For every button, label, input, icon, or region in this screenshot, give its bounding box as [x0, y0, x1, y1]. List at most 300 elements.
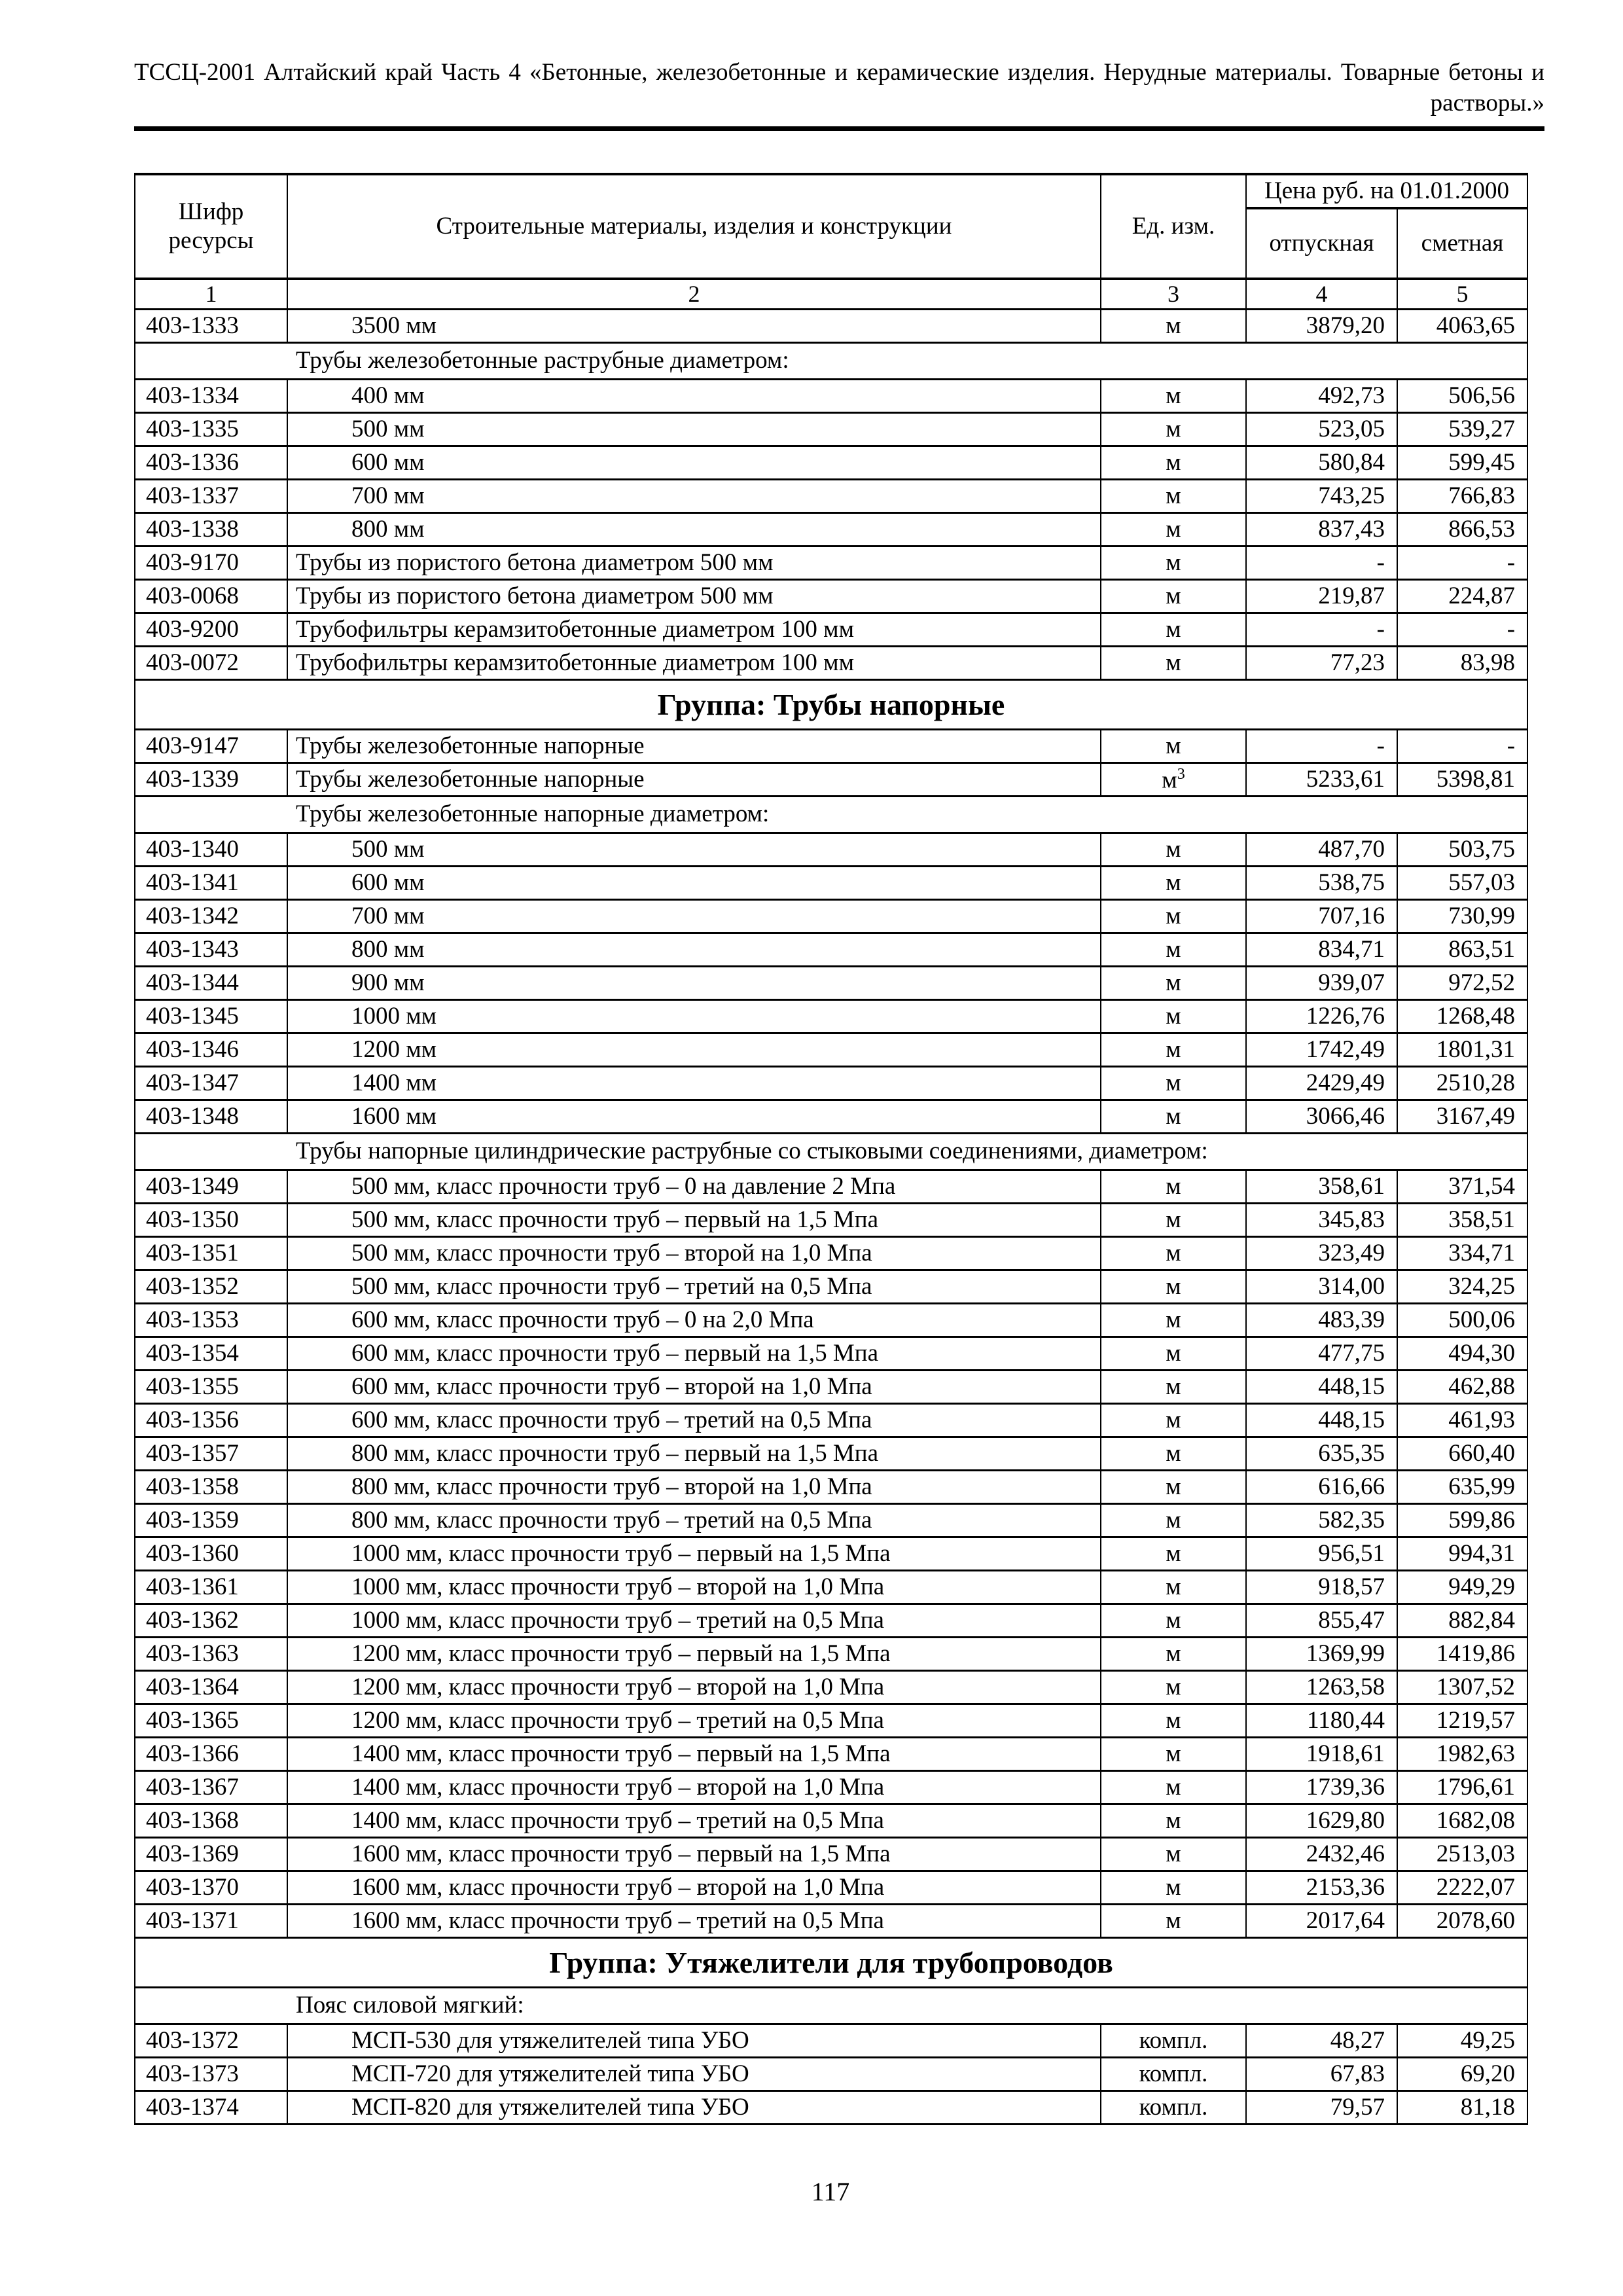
row-desc: 800 мм, класс прочности труб – первый на 1,5 Мпа — [287, 1437, 1101, 1471]
row-price-smeta: - — [1397, 547, 1527, 580]
row-unit: м — [1101, 310, 1246, 343]
row-price-otpusk: - — [1246, 613, 1397, 647]
numbering-cell-2: 2 — [287, 279, 1101, 310]
row-unit: м — [1101, 1337, 1246, 1371]
row-price-otpusk: 1369,99 — [1246, 1638, 1397, 1671]
row-code: 403-1346 — [135, 1033, 287, 1067]
row-price-smeta: 49,25 — [1397, 2024, 1527, 2058]
row-desc: Трубы из пористого бетона диаметром 500 мм — [287, 580, 1101, 613]
table-row — [135, 547, 1527, 580]
table-row — [135, 1537, 1527, 1571]
row-code: 403-9147 — [135, 730, 287, 763]
row-price-smeta: 994,31 — [1397, 1537, 1527, 1571]
table-row — [135, 1671, 1527, 1704]
page-number: 117 — [811, 2177, 850, 2207]
row-code: 403-1358 — [135, 1471, 287, 1504]
row-desc: 500 мм, класс прочности труб – 0 на давление 2 Мпа — [287, 1170, 1101, 1204]
row-price-smeta: 2078,60 — [1397, 1905, 1527, 1938]
page-header-line2: растворы.» — [1430, 89, 1544, 117]
row-code: 403-9200 — [135, 613, 287, 647]
row-code: 403-1339 — [135, 763, 287, 797]
section-header: Трубы железобетонные раструбные диаметром: — [135, 343, 1527, 380]
table-row — [135, 1404, 1527, 1437]
row-price-smeta: - — [1397, 613, 1527, 647]
row-price-smeta: 503,75 — [1397, 833, 1527, 867]
row-desc: Трубофильтры керамзитобетонные диаметром 100 мм — [287, 647, 1101, 680]
row-unit: м — [1101, 967, 1246, 1000]
row-price-smeta: 1682,08 — [1397, 1804, 1527, 1838]
row-price-otpusk: 492,73 — [1246, 380, 1397, 413]
row-desc: 1000 мм, класс прочности труб – второй на 1,0 Мпа — [287, 1571, 1101, 1604]
row-price-smeta: 4063,65 — [1397, 310, 1527, 343]
row-unit: м — [1101, 1237, 1246, 1270]
row-code: 403-1350 — [135, 1204, 287, 1237]
row-desc: 1400 мм — [287, 1067, 1101, 1100]
table-row — [135, 763, 1527, 797]
row-price-smeta: 334,71 — [1397, 1237, 1527, 1270]
row-price-smeta: 69,20 — [1397, 2058, 1527, 2091]
row-code: 403-1340 — [135, 833, 287, 867]
row-desc: 800 мм — [287, 933, 1101, 967]
row-desc: 1400 мм, класс прочности труб – второй на 1,0 Мпа — [287, 1771, 1101, 1804]
row-code: 403-1343 — [135, 933, 287, 967]
row-price-otpusk: 2429,49 — [1246, 1067, 1397, 1100]
row-desc: МСП-720 для утяжелителей типа УБО — [287, 2058, 1101, 2091]
row-desc: 1400 мм, класс прочности труб – первый на 1,5 Мпа — [287, 1738, 1101, 1771]
row-price-smeta: 81,18 — [1397, 2091, 1527, 2125]
row-code: 403-1353 — [135, 1304, 287, 1337]
table-row — [135, 413, 1527, 446]
numbering-cell-1: 1 — [135, 279, 287, 310]
row-price-otpusk: 523,05 — [1246, 413, 1397, 446]
row-code: 403-1335 — [135, 413, 287, 446]
table-row — [135, 1938, 1527, 1988]
row-code: 403-1364 — [135, 1671, 287, 1704]
row-code: 403-1352 — [135, 1270, 287, 1304]
row-price-otpusk: 79,57 — [1246, 2091, 1397, 2125]
row-price-smeta: 3167,49 — [1397, 1100, 1527, 1134]
row-price-otpusk: 1739,36 — [1246, 1771, 1397, 1804]
row-desc: 600 мм — [287, 446, 1101, 480]
row-unit: м — [1101, 1838, 1246, 1871]
row-desc: 500 мм — [287, 413, 1101, 446]
row-price-otpusk: 956,51 — [1246, 1537, 1397, 1571]
row-desc: 1400 мм, класс прочности труб – третий на 0,5 Мпа — [287, 1804, 1101, 1838]
row-price-otpusk: 582,35 — [1246, 1504, 1397, 1537]
row-unit: м — [1101, 900, 1246, 933]
page-header-line1: ТССЦ-2001 Алтайский край Часть 4 «Бетонные, железобетонные и керамические изделия. Нерудные материалы. Товарные бетоны и — [134, 59, 1544, 86]
row-price-smeta: 2513,03 — [1397, 1838, 1527, 1871]
numbering-cell-4: 4 — [1246, 279, 1397, 310]
row-price-otpusk: 837,43 — [1246, 513, 1397, 547]
table-row — [135, 1905, 1527, 1938]
table-row — [135, 900, 1527, 933]
table-row — [135, 1033, 1527, 1067]
group-header: Группа: Утяжелители для трубопроводов — [135, 1938, 1527, 1988]
row-price-otpusk: 477,75 — [1246, 1337, 1397, 1371]
row-desc: 500 мм — [287, 833, 1101, 867]
section-header: Пояс силовой мягкий: — [135, 1988, 1527, 2024]
row-price-smeta: 224,87 — [1397, 580, 1527, 613]
row-desc: Трубы железобетонные напорные — [287, 730, 1101, 763]
row-unit: м — [1101, 647, 1246, 680]
table-row — [135, 933, 1527, 967]
row-unit: м — [1101, 1704, 1246, 1738]
row-unit: м — [1101, 1404, 1246, 1437]
row-desc: МСП-530 для утяжелителей типа УБО — [287, 2024, 1101, 2058]
table-row — [135, 730, 1527, 763]
row-code: 403-1365 — [135, 1704, 287, 1738]
row-unit: компл. — [1101, 2024, 1246, 2058]
row-unit: м — [1101, 1571, 1246, 1604]
row-unit: компл. — [1101, 2058, 1246, 2091]
row-unit: м — [1101, 1270, 1246, 1304]
row-price-smeta: 461,93 — [1397, 1404, 1527, 1437]
row-price-smeta: 599,86 — [1397, 1504, 1527, 1537]
row-price-smeta: 1219,57 — [1397, 1704, 1527, 1738]
row-unit: м — [1101, 547, 1246, 580]
row-desc: 400 мм — [287, 380, 1101, 413]
row-price-smeta: 949,29 — [1397, 1571, 1527, 1604]
table-row — [135, 1000, 1527, 1033]
row-code: 403-1345 — [135, 1000, 287, 1033]
row-code: 403-1348 — [135, 1100, 287, 1134]
row-code: 403-1344 — [135, 967, 287, 1000]
row-price-otpusk: 77,23 — [1246, 647, 1397, 680]
row-price-otpusk: 448,15 — [1246, 1371, 1397, 1404]
row-price-otpusk: 3879,20 — [1246, 310, 1397, 343]
row-code: 403-1372 — [135, 2024, 287, 2058]
table-header — [135, 174, 1527, 310]
table-row — [135, 2024, 1527, 2058]
row-desc: 1200 мм, класс прочности труб – первый на 1,5 Мпа — [287, 1638, 1101, 1671]
row-price-otpusk: 1180,44 — [1246, 1704, 1397, 1738]
row-price-smeta: 506,56 — [1397, 380, 1527, 413]
table-row — [135, 1771, 1527, 1804]
row-desc: 1600 мм, класс прочности труб – второй на 1,0 Мпа — [287, 1871, 1101, 1905]
row-desc: 1200 мм, класс прочности труб – третий на 0,5 Мпа — [287, 1704, 1101, 1738]
row-code: 403-1366 — [135, 1738, 287, 1771]
row-unit: м — [1101, 1771, 1246, 1804]
row-desc: 1000 мм, класс прочности труб – третий на 0,5 Мпа — [287, 1604, 1101, 1638]
row-price-smeta: 5398,81 — [1397, 763, 1527, 797]
table-row — [135, 1337, 1527, 1371]
page-header — [134, 0, 1544, 118]
table-row — [135, 446, 1527, 480]
row-price-smeta: 371,54 — [1397, 1170, 1527, 1204]
row-desc: 900 мм — [287, 967, 1101, 1000]
row-unit: м — [1101, 480, 1246, 513]
row-price-otpusk: 939,07 — [1246, 967, 1397, 1000]
row-desc: 500 мм, класс прочности труб – первый на 1,5 Мпа — [287, 1204, 1101, 1237]
row-price-smeta: 882,84 — [1397, 1604, 1527, 1638]
row-unit: м — [1101, 413, 1246, 446]
section-header: Трубы железобетонные напорные диаметром: — [135, 797, 1527, 833]
row-price-smeta: 660,40 — [1397, 1437, 1527, 1471]
row-code: 403-0072 — [135, 647, 287, 680]
row-price-smeta: 1982,63 — [1397, 1738, 1527, 1771]
col-header-unit: Ед. изм. — [1101, 174, 1246, 279]
row-desc: 600 мм — [287, 867, 1101, 900]
row-desc: 1600 мм, класс прочности труб – третий на 0,5 Мпа — [287, 1905, 1101, 1938]
table-row — [135, 1871, 1527, 1905]
row-code: 403-1347 — [135, 1067, 287, 1100]
row-unit: м — [1101, 1604, 1246, 1638]
row-unit: м — [1101, 730, 1246, 763]
row-price-otpusk: 5233,61 — [1246, 763, 1397, 797]
table-row — [135, 1571, 1527, 1604]
table-row — [135, 310, 1527, 343]
row-price-otpusk: 219,87 — [1246, 580, 1397, 613]
row-desc: 1600 мм — [287, 1100, 1101, 1134]
row-price-smeta: 1796,61 — [1397, 1771, 1527, 1804]
price-table — [134, 173, 1528, 2125]
row-desc: 1600 мм, класс прочности труб – первый на 1,5 Мпа — [287, 1838, 1101, 1871]
section-header: Трубы напорные цилиндрические раструбные со стыковыми соединениями, диаметром: — [135, 1134, 1527, 1170]
row-desc: 600 мм, класс прочности труб – третий на 0,5 Мпа — [287, 1404, 1101, 1437]
row-price-otpusk: 1918,61 — [1246, 1738, 1397, 1771]
row-desc: МСП-820 для утяжелителей типа УБО — [287, 2091, 1101, 2125]
table-row — [135, 1304, 1527, 1337]
row-unit: м — [1101, 1504, 1246, 1537]
table-row — [135, 1471, 1527, 1504]
row-code: 403-1369 — [135, 1838, 287, 1871]
row-code: 403-1354 — [135, 1337, 287, 1371]
row-unit: м — [1101, 1671, 1246, 1704]
numbering-row — [135, 279, 1527, 310]
row-code: 403-1338 — [135, 513, 287, 547]
row-unit: м — [1101, 1537, 1246, 1571]
row-price-otpusk: 580,84 — [1246, 446, 1397, 480]
row-desc: 1000 мм, класс прочности труб – первый на 1,5 Мпа — [287, 1537, 1101, 1571]
row-price-smeta: 972,52 — [1397, 967, 1527, 1000]
row-price-smeta: 2510,28 — [1397, 1067, 1527, 1100]
row-price-otpusk: 67,83 — [1246, 2058, 1397, 2091]
row-code: 403-1337 — [135, 480, 287, 513]
table-row — [135, 1504, 1527, 1537]
table-row — [135, 343, 1527, 380]
row-desc: 1200 мм, класс прочности труб – второй на 1,0 Мпа — [287, 1671, 1101, 1704]
row-price-otpusk: 48,27 — [1246, 2024, 1397, 2058]
row-code: 403-1367 — [135, 1771, 287, 1804]
row-desc: 800 мм, класс прочности труб – третий на 0,5 Мпа — [287, 1504, 1101, 1537]
row-price-otpusk: 358,61 — [1246, 1170, 1397, 1204]
row-code: 403-1370 — [135, 1871, 287, 1905]
row-unit: м — [1101, 380, 1246, 413]
row-price-otpusk: 635,35 — [1246, 1437, 1397, 1471]
row-unit: м — [1101, 1638, 1246, 1671]
row-code: 403-0068 — [135, 580, 287, 613]
table-row — [135, 867, 1527, 900]
row-price-smeta: 1268,48 — [1397, 1000, 1527, 1033]
numbering-cell-5: 5 — [1397, 279, 1527, 310]
row-price-smeta: 358,51 — [1397, 1204, 1527, 1237]
row-price-otpusk: 323,49 — [1246, 1237, 1397, 1270]
row-desc: 1000 мм — [287, 1000, 1101, 1033]
col-header-price-span: Цена руб. на 01.01.2000 — [1246, 174, 1527, 208]
table-row — [135, 480, 1527, 513]
row-unit: м — [1101, 1871, 1246, 1905]
row-price-smeta: 1307,52 — [1397, 1671, 1527, 1704]
row-price-smeta: 494,30 — [1397, 1337, 1527, 1371]
row-unit: м — [1101, 867, 1246, 900]
row-price-smeta: 863,51 — [1397, 933, 1527, 967]
row-code: 403-1334 — [135, 380, 287, 413]
table-row — [135, 1371, 1527, 1404]
row-price-otpusk: 448,15 — [1246, 1404, 1397, 1437]
row-price-smeta: 866,53 — [1397, 513, 1527, 547]
table-row — [135, 1204, 1527, 1237]
table-row — [135, 1604, 1527, 1638]
row-price-otpusk: 483,39 — [1246, 1304, 1397, 1337]
row-unit: м — [1101, 1170, 1246, 1204]
row-price-otpusk: 1263,58 — [1246, 1671, 1397, 1704]
row-unit: м — [1101, 513, 1246, 547]
row-price-smeta: 539,27 — [1397, 413, 1527, 446]
row-code: 403-1333 — [135, 310, 287, 343]
row-desc: 800 мм, класс прочности труб – второй на 1,0 Мпа — [287, 1471, 1101, 1504]
row-price-otpusk: 487,70 — [1246, 833, 1397, 867]
row-price-otpusk: 2153,36 — [1246, 1871, 1397, 1905]
row-code: 403-1363 — [135, 1638, 287, 1671]
row-price-otpusk: 3066,46 — [1246, 1100, 1397, 1134]
table-row — [135, 1067, 1527, 1100]
row-code: 403-1356 — [135, 1404, 287, 1437]
numbering-cell-3: 3 — [1101, 279, 1246, 310]
row-code: 403-1361 — [135, 1571, 287, 1604]
row-code: 403-1341 — [135, 867, 287, 900]
row-unit: $м^3$ — [1101, 763, 1246, 797]
row-price-smeta: 635,99 — [1397, 1471, 1527, 1504]
row-price-smeta: - — [1397, 730, 1527, 763]
row-desc: 1200 мм — [287, 1033, 1101, 1067]
row-desc: Трубы из пористого бетона диаметром 500 мм — [287, 547, 1101, 580]
row-unit: м — [1101, 1371, 1246, 1404]
row-unit: компл. — [1101, 2091, 1246, 2125]
row-unit: м — [1101, 933, 1246, 967]
row-price-otpusk: 707,16 — [1246, 900, 1397, 933]
table-row — [135, 1170, 1527, 1204]
table-row — [135, 1638, 1527, 1671]
table-row — [135, 613, 1527, 647]
row-price-smeta: 324,25 — [1397, 1270, 1527, 1304]
table-row — [135, 1988, 1527, 2024]
row-code: 403-1355 — [135, 1371, 287, 1404]
row-unit: м — [1101, 1437, 1246, 1471]
row-code: 403-1359 — [135, 1504, 287, 1537]
table-row — [135, 797, 1527, 833]
table-row — [135, 1738, 1527, 1771]
table-row — [135, 2058, 1527, 2091]
row-code: 403-1357 — [135, 1437, 287, 1471]
table-row — [135, 513, 1527, 547]
row-unit: м — [1101, 1100, 1246, 1134]
table-row — [135, 647, 1527, 680]
row-code: 403-1336 — [135, 446, 287, 480]
table-row — [135, 1237, 1527, 1270]
row-unit: м — [1101, 833, 1246, 867]
col-header-price-smeta: сметная — [1397, 208, 1527, 279]
row-price-otpusk: 2432,46 — [1246, 1838, 1397, 1871]
row-unit: м — [1101, 1905, 1246, 1938]
row-price-smeta: 500,06 — [1397, 1304, 1527, 1337]
row-unit: м — [1101, 580, 1246, 613]
row-desc: 700 мм — [287, 900, 1101, 933]
row-price-otpusk: 538,75 — [1246, 867, 1397, 900]
row-price-otpusk: 918,57 — [1246, 1571, 1397, 1604]
row-unit: м — [1101, 1204, 1246, 1237]
col-header-code: Шифр ресурсы — [135, 174, 287, 279]
row-price-otpusk: 345,83 — [1246, 1204, 1397, 1237]
row-unit: м — [1101, 613, 1246, 647]
table-row — [135, 1134, 1527, 1170]
table-row — [135, 680, 1527, 730]
row-price-smeta: 1801,31 — [1397, 1033, 1527, 1067]
table-row — [135, 1437, 1527, 1471]
row-price-otpusk: 743,25 — [1246, 480, 1397, 513]
row-price-otpusk: - — [1246, 547, 1397, 580]
header-rule — [134, 126, 1544, 131]
row-desc: 600 мм, класс прочности труб – 0 на 2,0 Мпа — [287, 1304, 1101, 1337]
table-row — [135, 833, 1527, 867]
row-unit: м — [1101, 1000, 1246, 1033]
row-price-smeta: 557,03 — [1397, 867, 1527, 900]
row-unit: м — [1101, 1738, 1246, 1771]
row-price-smeta: 766,83 — [1397, 480, 1527, 513]
row-unit: м — [1101, 1304, 1246, 1337]
row-price-otpusk: - — [1246, 730, 1397, 763]
row-price-otpusk: 855,47 — [1246, 1604, 1397, 1638]
row-desc: 3500 мм — [287, 310, 1101, 343]
row-code: 403-1349 — [135, 1170, 287, 1204]
row-code: 403-1371 — [135, 1905, 287, 1938]
row-desc: Трубофильтры керамзитобетонные диаметром 100 мм — [287, 613, 1101, 647]
row-unit: м — [1101, 1804, 1246, 1838]
row-price-otpusk: 616,66 — [1246, 1471, 1397, 1504]
row-desc: 600 мм, класс прочности труб – второй на 1,0 Мпа — [287, 1371, 1101, 1404]
row-price-smeta: 1419,86 — [1397, 1638, 1527, 1671]
row-price-otpusk: 314,00 — [1246, 1270, 1397, 1304]
row-price-smeta: 462,88 — [1397, 1371, 1527, 1404]
row-price-otpusk: 834,71 — [1246, 933, 1397, 967]
row-price-smeta: 83,98 — [1397, 647, 1527, 680]
row-code: 403-1360 — [135, 1537, 287, 1571]
row-unit: м — [1101, 446, 1246, 480]
row-price-smeta: 599,45 — [1397, 446, 1527, 480]
row-unit: м — [1101, 1067, 1246, 1100]
table-row — [135, 1804, 1527, 1838]
table-row — [135, 1838, 1527, 1871]
table-body — [135, 310, 1527, 2125]
row-code: 403-1342 — [135, 900, 287, 933]
table-row — [135, 380, 1527, 413]
table-row — [135, 580, 1527, 613]
row-code: 403-1373 — [135, 2058, 287, 2091]
row-desc: 600 мм, класс прочности труб – первый на 1,5 Мпа — [287, 1337, 1101, 1371]
row-code: 403-1351 — [135, 1237, 287, 1270]
col-header-materials: Строительные материалы, изделия и конструкции — [287, 174, 1101, 279]
group-header: Группа: Трубы напорные — [135, 680, 1527, 730]
row-price-smeta: 2222,07 — [1397, 1871, 1527, 1905]
table-row — [135, 1270, 1527, 1304]
row-desc: Трубы железобетонные напорные — [287, 763, 1101, 797]
row-desc: 800 мм — [287, 513, 1101, 547]
row-price-otpusk: 2017,64 — [1246, 1905, 1397, 1938]
row-desc: 700 мм — [287, 480, 1101, 513]
table-row — [135, 967, 1527, 1000]
row-unit: м — [1101, 1033, 1246, 1067]
row-price-otpusk: 1742,49 — [1246, 1033, 1397, 1067]
